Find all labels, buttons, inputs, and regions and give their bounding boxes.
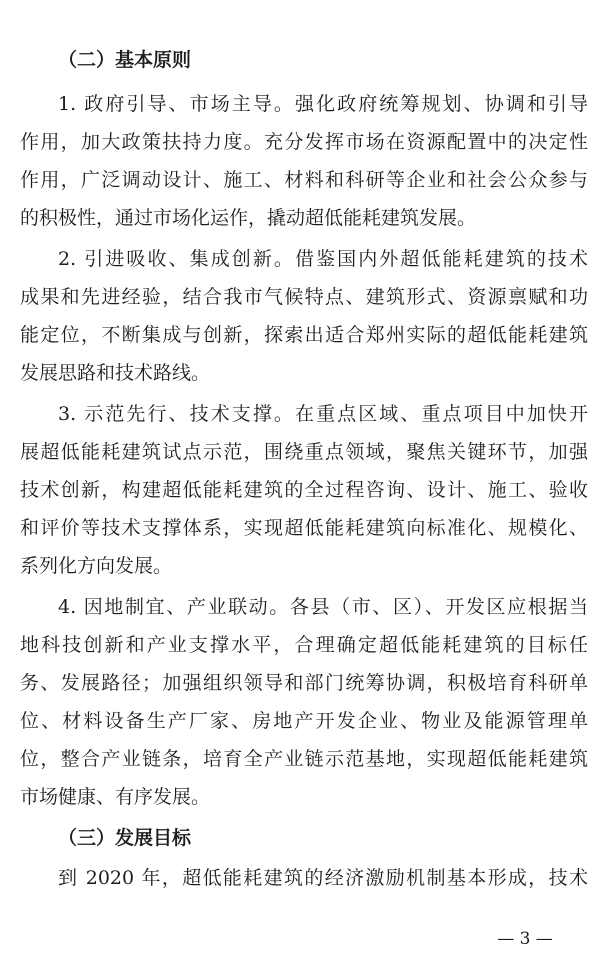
paragraph-line: 作用，广泛调动设计、施工、材料和科研等企业和社会公众参与	[20, 169, 588, 191]
paragraph-line: 4. 因地制宜、产业联动。各县（市、区）、开发区应根据当	[58, 596, 588, 618]
paragraph-line: 1. 政府引导、市场主导。强化政府统筹规划、协调和引导	[58, 93, 588, 115]
paragraph-line: 位，整合产业链条，培育全产业链示范基地，实现超低能耗建筑	[20, 748, 588, 770]
paragraph-line: 发展思路和技术路线。	[20, 362, 211, 384]
paragraph-line: 地科技创新和产业支撑水平，合理确定超低能耗建筑的目标任	[20, 634, 588, 656]
paragraph-line: 位、材料设备生产厂家、房地产开发企业、物业及能源管理单	[20, 710, 588, 732]
paragraph-line: 3. 示范先行、技术支撑。在重点区域、重点项目中加快开	[58, 403, 588, 425]
paragraph-line: 作用，加大政策扶持力度。充分发挥市场在资源配置中的决定性	[20, 131, 588, 153]
paragraph-line: 展超低能耗建筑试点示范，围绕重点领域，聚焦关键环节，加强	[20, 441, 588, 463]
section-heading: （二）基本原则	[58, 49, 192, 71]
paragraph-line: 技术创新，构建超低能耗建筑的全过程咨询、设计、施工、验收	[20, 479, 588, 501]
paragraph-line: 的积极性，通过市场化运作，撬动超低能耗建筑发展。	[20, 207, 477, 229]
paragraph-line: 务、发展路径；加强组织领导和部门统筹协调，积极培育科研单	[20, 672, 588, 694]
paragraph-line: 2. 引进吸收、集成创新。借鉴国内外超低能耗建筑的技术	[58, 248, 588, 270]
paragraph-line: 和评价等技术支撑体系，实现超低能耗建筑向标准化、规模化、	[20, 517, 588, 539]
paragraph-line: 系列化方向发展。	[20, 555, 173, 577]
paragraph-line: 成果和先进经验，结合我市气候特点、建筑形式、资源禀赋和功	[20, 286, 588, 308]
paragraph-line: 市场健康、有序发展。	[20, 786, 211, 808]
page-number: — 3 —	[497, 929, 553, 949]
paragraph-line: 到 2020 年，超低能耗建筑的经济激励机制基本形成，技术	[58, 867, 588, 889]
paragraph-line: 能定位，不断集成与创新，探索出适合郑州实际的超低能耗建筑	[20, 324, 588, 346]
section-heading: （三）发展目标	[58, 827, 192, 849]
